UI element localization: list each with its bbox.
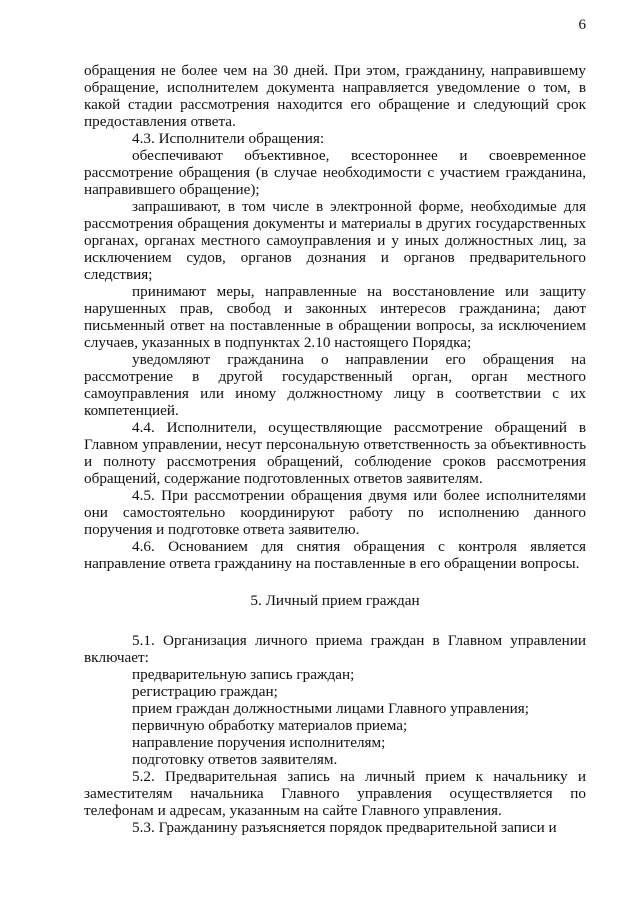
list-item: прием граждан должностными лицами Главного управления; — [132, 700, 529, 717]
paragraph: уведомляют гражданина о направлении его обращения на рассмотрение в другой государственный орган, орган местного самоуправления или иному должностному лицу в соответствии с их компетенцией. — [84, 351, 586, 419]
paragraph: 5.2. Предварительная запись на личный прием к начальнику и заместителям начальника Главного управления осуществляется по телефонам и адресам, указанным на сайте Главного управления. — [84, 768, 586, 819]
paragraph: запрашивают, в том числе в электронной форме, необходимые для рассмотрения обращения документы и материалы в других государственных органах, органах местного самоуправления и у иных должностных лиц, за исключением судов, органов дознания и органов предварительного следствия; — [84, 198, 586, 283]
paragraph: 5.3. Гражданину разъясняется порядок предварительной записи и — [132, 819, 557, 836]
paragraph: 4.3. Исполнители обращения: — [132, 130, 325, 147]
list-item: подготовку ответов заявителям. — [132, 751, 338, 768]
document-body — [84, 62, 586, 836]
list-item: первичную обработку материалов приема; — [132, 717, 408, 734]
list-item: предварительную запись граждан; — [132, 666, 355, 683]
paragraph: обеспечивают объективное, всестороннее и своевременное рассмотрение обращения (в случае необходимости с участием гражданина, направившего обращение); — [84, 147, 586, 198]
list-item: регистрацию граждан; — [132, 683, 278, 700]
list-item: направление поручения исполнителям; — [132, 734, 386, 751]
paragraph: 4.6. Основанием для снятия обращения с контроля является направление ответа гражданину на поставленные в его обращении вопросы. — [84, 538, 586, 572]
page-number: 6 — [578, 17, 586, 33]
paragraph: обращения не более чем на 30 дней. При этом, гражданину, направившему обращение, исполнителем документа направляется уведомление о том, в какой стадии рассмотрения находится его обращение и следующий срок предоставления ответа. — [84, 62, 586, 130]
section-heading: 5. Личный прием граждан — [250, 592, 420, 609]
paragraph: принимают меры, направленные на восстановление или защиту нарушенных прав, свобод и законных интересов гражданина; дают письменный ответ на поставленные в обращении вопросы, за исключением случаев, указанных в подпунктах 2.10 настоящего Порядка; — [84, 283, 586, 351]
paragraph: 4.5. При рассмотрении обращения двумя или более исполнителями они самостоятельно координируют работу по исполнению данного поручения и подготовке ответа заявителю. — [84, 487, 586, 538]
paragraph: 4.4. Исполнители, осуществляющие рассмотрение обращений в Главном управлении, несут персональную ответственность за объективность и полноту рассмотрения обращений, соблюдение сроков рассмотрения обращений, содержание подготовленных ответов заявителям. — [84, 419, 586, 487]
paragraph: 5.1. Организация личного приема граждан в Главном управлении включает: — [84, 632, 586, 666]
